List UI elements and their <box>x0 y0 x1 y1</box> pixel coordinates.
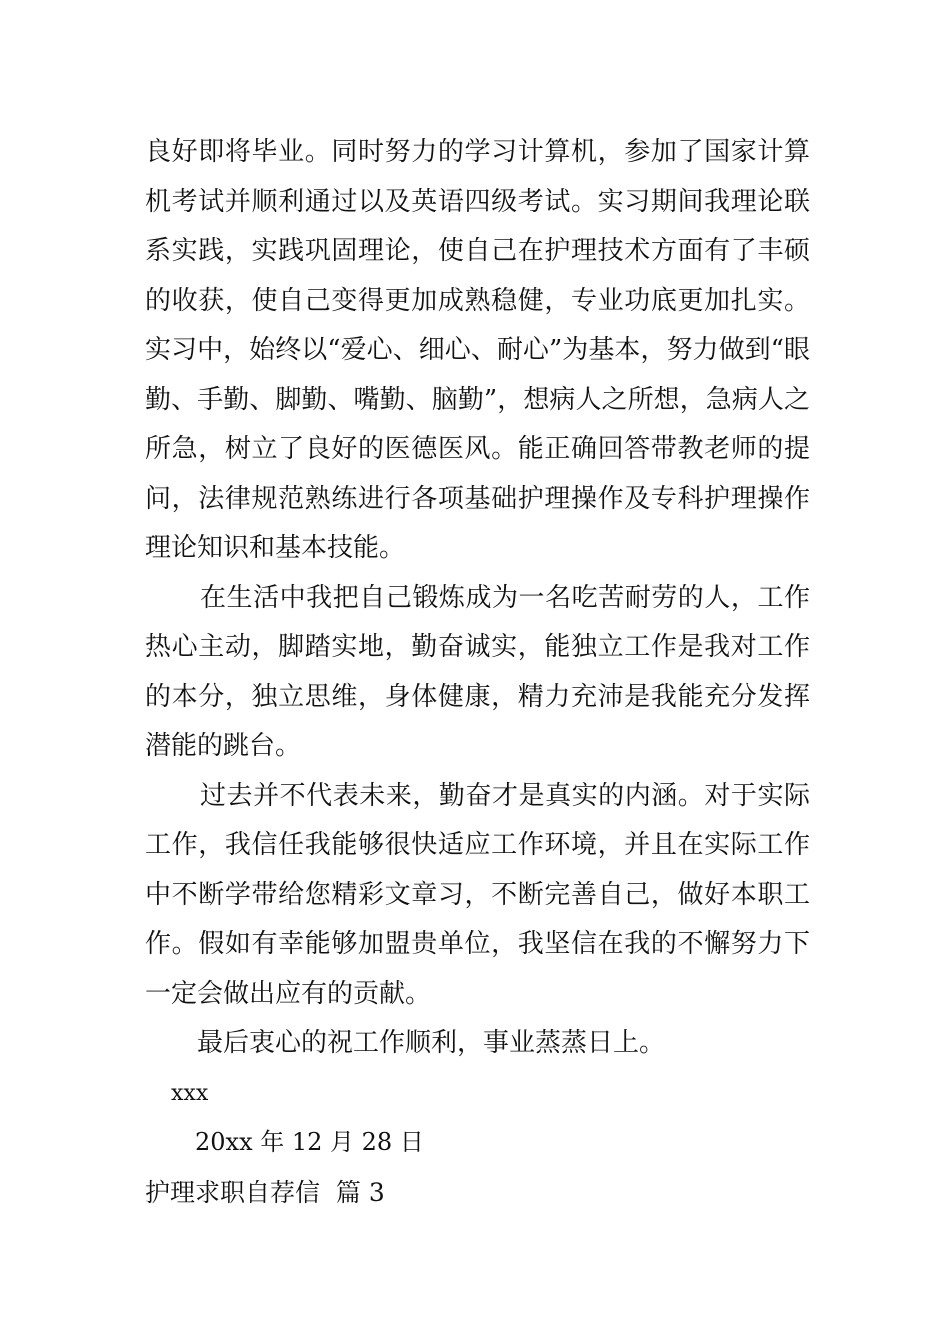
paragraph-education-practice: 良好即将毕业。同时努力的学习计算机，参加了国家计算机考试并顺利通过以及英语四级考试。实习期间我理论联系实践，实践巩固理论，使自己在护理技术方面有了丰硕的收获，使自己变得更加成熟稳健，专业功底更加扎实。实习中，始终以“爱心、细心、耐心”为基本，努力做到“眼勤、手勤、脚勤、嘴勤、脑勤”，想病人之所想，急病人之所急，树立了良好的医德医风。能正确回答带教老师的提问，法律规范熟练进行各项基础护理操作及专科护理操作理论知识和基本技能。 <box>145 137 810 563</box>
signature-date: 20xx 年 12 月 28 日 <box>195 1128 424 1156</box>
paragraph-life-attitude: 在生活中我把自己锻炼成为一名吃苦耐劳的人，工作热心主动，脚踏实地，勤奋诚实，能独立工作是我对工作的本分，独立思维，身体健康，精力充沛是我能充分发挥潜能的跳台。 <box>145 582 810 761</box>
letter-body <box>145 128 810 1217</box>
next-section-title: 护理求职自荐信 篇 3 <box>145 1177 385 1207</box>
closing-wishes: 最后衷心的祝工作顺利，事业蒸蒸日上。 <box>197 1028 666 1058</box>
signature-name: xxx <box>171 1080 209 1106</box>
paragraph-future-commitment: 过去并不代表未来，勤奋才是真实的内涵。对于实际工作，我信任我能够很快适应工作环境，并且在实际工作中不断学带给您精彩文章习，不断完善自己，做好本职工作。假如有幸能够加盟贵单位，我坚信在我的不懈努力下一定会做出应有的贡献。 <box>145 780 810 1009</box>
